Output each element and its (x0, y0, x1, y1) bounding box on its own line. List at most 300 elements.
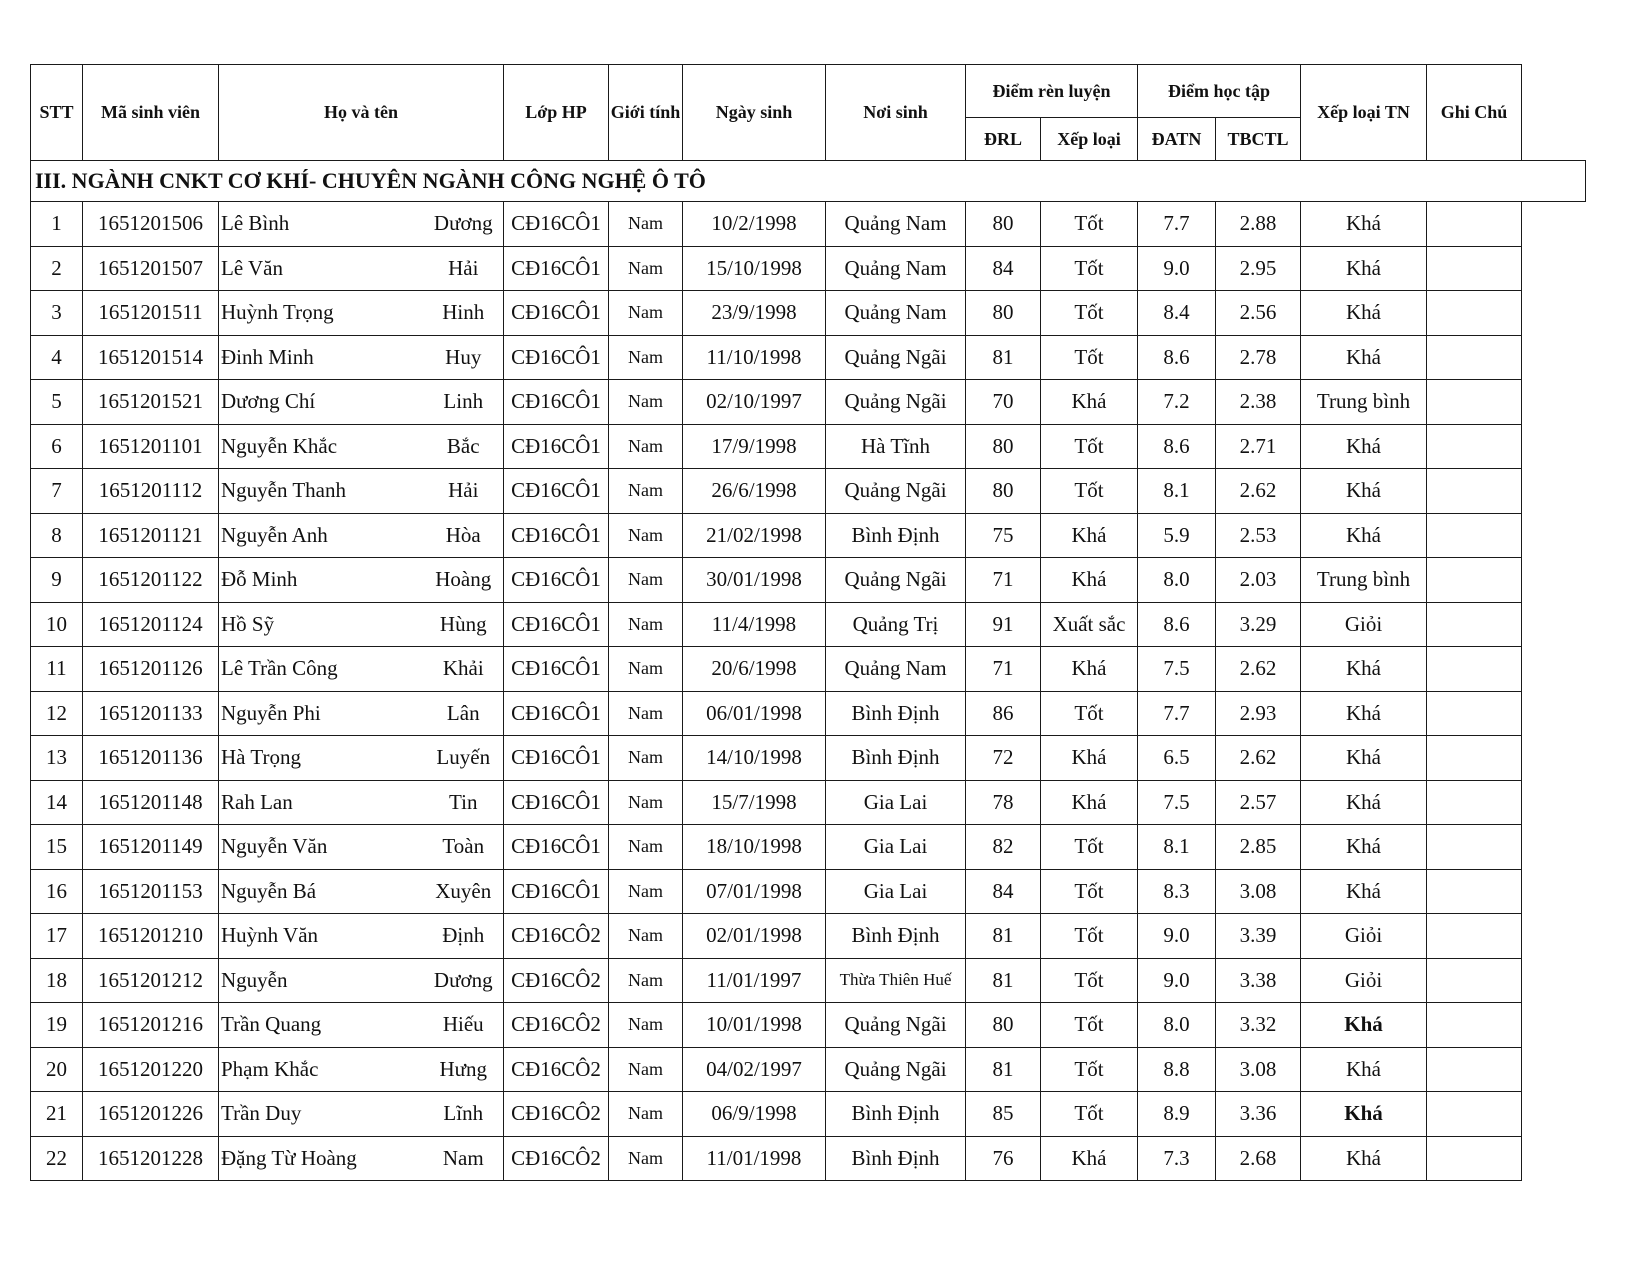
row-first-name: Dương (424, 958, 504, 1003)
row-last-name: Rah Lan (219, 780, 424, 825)
row-tbctl: 2.57 (1216, 780, 1301, 825)
row-note (1427, 513, 1522, 558)
row-class: CĐ16CÔ1 (504, 780, 609, 825)
row-datn: 7.5 (1138, 647, 1216, 692)
row-stt: 7 (31, 469, 83, 514)
row-dob: 06/01/1998 (683, 691, 826, 736)
row-grad-rank: Khá (1301, 1092, 1427, 1137)
row-class: CĐ16CÔ2 (504, 1136, 609, 1181)
row-gender: Nam (609, 691, 683, 736)
row-datn: 8.4 (1138, 291, 1216, 336)
row-gender: Nam (609, 914, 683, 959)
row-conduct-score: 86 (966, 691, 1041, 736)
row-stt: 10 (31, 602, 83, 647)
row-student-id: 1651201122 (83, 558, 219, 603)
row-stt: 12 (31, 691, 83, 736)
row-note (1427, 291, 1522, 336)
row-grad-rank: Khá (1301, 1003, 1427, 1048)
row-tbctl: 2.85 (1216, 825, 1301, 870)
row-first-name: Bắc (424, 424, 504, 469)
row-pob: Gia Lai (826, 825, 966, 870)
row-conduct-rank: Xuất sắc (1041, 602, 1138, 647)
row-gender: Nam (609, 558, 683, 603)
row-student-id: 1651201126 (83, 647, 219, 692)
row-datn: 7.2 (1138, 380, 1216, 425)
row-class: CĐ16CÔ1 (504, 291, 609, 336)
graduation-roster-table (30, 64, 1586, 1181)
row-student-id: 1651201511 (83, 291, 219, 336)
row-note (1427, 736, 1522, 781)
table-row (31, 780, 1586, 825)
table-row (31, 335, 1586, 380)
row-conduct-rank: Tốt (1041, 869, 1138, 914)
row-conduct-score: 81 (966, 1047, 1041, 1092)
row-conduct-rank: Tốt (1041, 958, 1138, 1003)
row-datn: 8.6 (1138, 335, 1216, 380)
row-datn: 8.3 (1138, 869, 1216, 914)
header-full-name: Họ và tên (219, 65, 504, 161)
row-pob: Bình Định (826, 691, 966, 736)
row-datn: 7.3 (1138, 1136, 1216, 1181)
row-gender: Nam (609, 736, 683, 781)
row-last-name: Đinh Minh (219, 335, 424, 380)
row-conduct-rank: Khá (1041, 380, 1138, 425)
row-tbctl: 2.68 (1216, 1136, 1301, 1181)
row-pob: Bình Định (826, 914, 966, 959)
row-dob: 30/01/1998 (683, 558, 826, 603)
section-title: III. NGÀNH CNKT CƠ KHÍ- CHUYÊN NGÀNH CÔNG NGHỆ Ô TÔ (31, 161, 1586, 202)
row-last-name: Nguyễn Khắc (219, 424, 424, 469)
table-row (31, 691, 1586, 736)
row-dob: 10/2/1998 (683, 202, 826, 247)
row-note (1427, 869, 1522, 914)
row-gender: Nam (609, 380, 683, 425)
table-row (31, 1047, 1586, 1092)
row-pob: Bình Định (826, 513, 966, 558)
row-datn: 7.7 (1138, 691, 1216, 736)
row-conduct-score: 80 (966, 291, 1041, 336)
row-conduct-rank: Tốt (1041, 1047, 1138, 1092)
row-class: CĐ16CÔ2 (504, 914, 609, 959)
row-note (1427, 914, 1522, 959)
row-gender: Nam (609, 958, 683, 1003)
row-datn: 8.1 (1138, 825, 1216, 870)
row-class: CĐ16CÔ1 (504, 558, 609, 603)
row-gender: Nam (609, 424, 683, 469)
row-dob: 02/10/1997 (683, 380, 826, 425)
row-conduct-rank: Khá (1041, 647, 1138, 692)
row-class: CĐ16CÔ1 (504, 424, 609, 469)
row-conduct-rank: Tốt (1041, 424, 1138, 469)
row-grad-rank: Khá (1301, 469, 1427, 514)
row-last-name: Đỗ Minh (219, 558, 424, 603)
row-tbctl: 3.38 (1216, 958, 1301, 1003)
row-student-id: 1651201228 (83, 1136, 219, 1181)
row-gender: Nam (609, 602, 683, 647)
row-pob: Bình Định (826, 1136, 966, 1181)
row-dob: 10/01/1998 (683, 1003, 826, 1048)
row-note (1427, 825, 1522, 870)
row-conduct-score: 71 (966, 558, 1041, 603)
row-first-name: Lân (424, 691, 504, 736)
row-tbctl: 2.62 (1216, 469, 1301, 514)
row-class: CĐ16CÔ1 (504, 736, 609, 781)
row-student-id: 1651201101 (83, 424, 219, 469)
header-datn: ĐATN (1138, 118, 1216, 161)
row-note (1427, 202, 1522, 247)
row-student-id: 1651201133 (83, 691, 219, 736)
table-row (31, 602, 1586, 647)
row-student-id: 1651201521 (83, 380, 219, 425)
row-stt: 19 (31, 1003, 83, 1048)
row-class: CĐ16CÔ1 (504, 513, 609, 558)
row-first-name: Hòa (424, 513, 504, 558)
row-conduct-score: 82 (966, 825, 1041, 870)
row-conduct-score: 75 (966, 513, 1041, 558)
row-conduct-rank: Tốt (1041, 469, 1138, 514)
row-datn: 6.5 (1138, 736, 1216, 781)
table-row (31, 869, 1586, 914)
row-stt: 20 (31, 1047, 83, 1092)
row-last-name: Hà Trọng (219, 736, 424, 781)
row-class: CĐ16CÔ1 (504, 869, 609, 914)
row-stt: 11 (31, 647, 83, 692)
row-pob: Gia Lai (826, 869, 966, 914)
header-pob: Nơi sinh (826, 65, 966, 161)
row-note (1427, 1136, 1522, 1181)
row-dob: 11/01/1998 (683, 1136, 826, 1181)
row-pob: Bình Định (826, 736, 966, 781)
row-first-name: Hùng (424, 602, 504, 647)
row-student-id: 1651201136 (83, 736, 219, 781)
row-conduct-score: 81 (966, 335, 1041, 380)
row-conduct-rank: Khá (1041, 1136, 1138, 1181)
row-conduct-score: 70 (966, 380, 1041, 425)
row-tbctl: 2.62 (1216, 736, 1301, 781)
header-conduct-group: Điểm rèn luyện (966, 65, 1138, 118)
row-dob: 06/9/1998 (683, 1092, 826, 1137)
header-stt: STT (31, 65, 83, 161)
row-datn: 8.1 (1138, 469, 1216, 514)
row-datn: 7.7 (1138, 202, 1216, 247)
row-pob: Quảng Ngãi (826, 335, 966, 380)
row-student-id: 1651201226 (83, 1092, 219, 1137)
row-datn: 8.6 (1138, 424, 1216, 469)
row-first-name: Hải (424, 469, 504, 514)
row-last-name: Huỳnh Văn (219, 914, 424, 959)
row-first-name: Nam (424, 1136, 504, 1181)
header-class: Lớp HP (504, 65, 609, 161)
row-tbctl: 2.38 (1216, 380, 1301, 425)
row-first-name: Hinh (424, 291, 504, 336)
row-tbctl: 2.03 (1216, 558, 1301, 603)
row-stt: 3 (31, 291, 83, 336)
row-grad-rank: Khá (1301, 1136, 1427, 1181)
row-class: CĐ16CÔ2 (504, 958, 609, 1003)
row-conduct-rank: Tốt (1041, 691, 1138, 736)
row-last-name: Lê Trần Công (219, 647, 424, 692)
row-last-name: Lê Văn (219, 246, 424, 291)
row-class: CĐ16CÔ1 (504, 691, 609, 736)
row-gender: Nam (609, 1047, 683, 1092)
row-note (1427, 1003, 1522, 1048)
row-conduct-rank: Tốt (1041, 914, 1138, 959)
row-tbctl: 2.53 (1216, 513, 1301, 558)
row-pob: Quảng Trị (826, 602, 966, 647)
row-first-name: Luyến (424, 736, 504, 781)
row-grad-rank: Khá (1301, 335, 1427, 380)
row-class: CĐ16CÔ2 (504, 1092, 609, 1137)
row-stt: 14 (31, 780, 83, 825)
row-dob: 02/01/1998 (683, 914, 826, 959)
row-conduct-score: 81 (966, 958, 1041, 1003)
row-grad-rank: Giỏi (1301, 958, 1427, 1003)
row-pob: Quảng Ngãi (826, 558, 966, 603)
row-first-name: Linh (424, 380, 504, 425)
row-pob: Hà Tĩnh (826, 424, 966, 469)
row-conduct-rank: Tốt (1041, 825, 1138, 870)
row-conduct-rank: Tốt (1041, 1003, 1138, 1048)
row-conduct-score: 80 (966, 424, 1041, 469)
row-note (1427, 1047, 1522, 1092)
row-first-name: Hiếu (424, 1003, 504, 1048)
row-class: CĐ16CÔ1 (504, 647, 609, 692)
header-study-group: Điểm học tập (1138, 65, 1301, 118)
row-student-id: 1651201112 (83, 469, 219, 514)
table-row (31, 469, 1586, 514)
row-tbctl: 2.93 (1216, 691, 1301, 736)
table-row (31, 958, 1586, 1003)
row-conduct-score: 80 (966, 202, 1041, 247)
row-first-name: Khải (424, 647, 504, 692)
row-student-id: 1651201507 (83, 246, 219, 291)
row-class: CĐ16CÔ1 (504, 335, 609, 380)
row-student-id: 1651201121 (83, 513, 219, 558)
row-grad-rank: Khá (1301, 246, 1427, 291)
row-class: CĐ16CÔ1 (504, 380, 609, 425)
table-row (31, 1003, 1586, 1048)
row-gender: Nam (609, 291, 683, 336)
row-student-id: 1651201216 (83, 1003, 219, 1048)
row-grad-rank: Khá (1301, 202, 1427, 247)
row-last-name: Dương Chí (219, 380, 424, 425)
row-datn: 9.0 (1138, 246, 1216, 291)
table-row (31, 246, 1586, 291)
row-stt: 6 (31, 424, 83, 469)
row-conduct-rank: Khá (1041, 736, 1138, 781)
row-stt: 9 (31, 558, 83, 603)
row-conduct-rank: Tốt (1041, 202, 1138, 247)
row-gender: Nam (609, 1136, 683, 1181)
row-conduct-rank: Khá (1041, 558, 1138, 603)
row-gender: Nam (609, 825, 683, 870)
row-student-id: 1651201148 (83, 780, 219, 825)
row-tbctl: 2.78 (1216, 335, 1301, 380)
row-stt: 4 (31, 335, 83, 380)
row-conduct-score: 72 (966, 736, 1041, 781)
row-class: CĐ16CÔ1 (504, 469, 609, 514)
table-row (31, 914, 1586, 959)
row-tbctl: 2.62 (1216, 647, 1301, 692)
row-conduct-rank: Khá (1041, 513, 1138, 558)
row-dob: 07/01/1998 (683, 869, 826, 914)
row-grad-rank: Khá (1301, 736, 1427, 781)
row-grad-rank: Khá (1301, 513, 1427, 558)
row-last-name: Phạm Khắc (219, 1047, 424, 1092)
row-first-name: Định (424, 914, 504, 959)
row-conduct-score: 71 (966, 647, 1041, 692)
row-datn: 8.9 (1138, 1092, 1216, 1137)
table-row (31, 513, 1586, 558)
row-note (1427, 380, 1522, 425)
header-note: Ghi Chú (1427, 65, 1522, 161)
table-row (31, 558, 1586, 603)
row-last-name: Nguyễn Thanh (219, 469, 424, 514)
row-gender: Nam (609, 202, 683, 247)
row-conduct-score: 80 (966, 1003, 1041, 1048)
row-conduct-rank: Tốt (1041, 291, 1138, 336)
row-stt: 8 (31, 513, 83, 558)
row-dob: 11/4/1998 (683, 602, 826, 647)
row-stt: 1 (31, 202, 83, 247)
row-gender: Nam (609, 1092, 683, 1137)
row-dob: 04/02/1997 (683, 1047, 826, 1092)
row-grad-rank: Khá (1301, 424, 1427, 469)
row-note (1427, 647, 1522, 692)
row-first-name: Huy (424, 335, 504, 380)
row-student-id: 1651201212 (83, 958, 219, 1003)
header-student-id: Mã sinh viên (83, 65, 219, 161)
row-note (1427, 691, 1522, 736)
table-row (31, 647, 1586, 692)
row-first-name: Toàn (424, 825, 504, 870)
row-pob: Bình Định (826, 1092, 966, 1137)
row-datn: 9.0 (1138, 958, 1216, 1003)
row-stt: 5 (31, 380, 83, 425)
row-last-name: Nguyễn (219, 958, 424, 1003)
row-note (1427, 780, 1522, 825)
row-class: CĐ16CÔ2 (504, 1003, 609, 1048)
row-first-name: Hưng (424, 1047, 504, 1092)
row-tbctl: 2.56 (1216, 291, 1301, 336)
row-last-name: Trần Duy (219, 1092, 424, 1137)
row-student-id: 1651201514 (83, 335, 219, 380)
row-tbctl: 3.08 (1216, 869, 1301, 914)
row-grad-rank: Trung bình (1301, 558, 1427, 603)
table-row (31, 1136, 1586, 1181)
row-conduct-score: 81 (966, 914, 1041, 959)
row-grad-rank: Khá (1301, 291, 1427, 336)
row-tbctl: 3.29 (1216, 602, 1301, 647)
table-row (31, 291, 1586, 336)
row-class: CĐ16CÔ1 (504, 825, 609, 870)
row-class: CĐ16CÔ1 (504, 246, 609, 291)
row-gender: Nam (609, 513, 683, 558)
row-note (1427, 1092, 1522, 1137)
row-grad-rank: Khá (1301, 647, 1427, 692)
header-conduct-rank: Xếp loại (1041, 118, 1138, 161)
row-datn: 7.5 (1138, 780, 1216, 825)
header-grad-rank: Xếp loại TN (1301, 65, 1427, 161)
row-pob: Thừa Thiên Huế (826, 958, 966, 1003)
row-gender: Nam (609, 869, 683, 914)
row-datn: 8.0 (1138, 1003, 1216, 1048)
row-first-name: Dương (424, 202, 504, 247)
row-pob: Quảng Ngãi (826, 380, 966, 425)
row-stt: 15 (31, 825, 83, 870)
row-dob: 26/6/1998 (683, 469, 826, 514)
table-row (31, 424, 1586, 469)
row-student-id: 1651201220 (83, 1047, 219, 1092)
row-first-name: Tin (424, 780, 504, 825)
row-conduct-score: 78 (966, 780, 1041, 825)
row-note (1427, 958, 1522, 1003)
row-pob: Quảng Nam (826, 647, 966, 692)
row-student-id: 1651201149 (83, 825, 219, 870)
row-note (1427, 558, 1522, 603)
row-last-name: Nguyễn Anh (219, 513, 424, 558)
row-datn: 8.0 (1138, 558, 1216, 603)
table-row (31, 825, 1586, 870)
row-student-id: 1651201153 (83, 869, 219, 914)
row-tbctl: 3.08 (1216, 1047, 1301, 1092)
row-student-id: 1651201124 (83, 602, 219, 647)
table-row (31, 380, 1586, 425)
row-dob: 20/6/1998 (683, 647, 826, 692)
row-pob: Quảng Ngãi (826, 469, 966, 514)
row-tbctl: 2.88 (1216, 202, 1301, 247)
row-conduct-score: 76 (966, 1136, 1041, 1181)
row-dob: 11/10/1998 (683, 335, 826, 380)
row-dob: 11/01/1997 (683, 958, 826, 1003)
row-last-name: Trần Quang (219, 1003, 424, 1048)
row-last-name: Đặng Từ Hoàng (219, 1136, 424, 1181)
header-dob: Ngày sinh (683, 65, 826, 161)
row-class: CĐ16CÔ1 (504, 202, 609, 247)
row-pob: Gia Lai (826, 780, 966, 825)
row-conduct-rank: Khá (1041, 780, 1138, 825)
row-grad-rank: Khá (1301, 780, 1427, 825)
row-last-name: Nguyễn Văn (219, 825, 424, 870)
row-tbctl: 3.36 (1216, 1092, 1301, 1137)
row-grad-rank: Giỏi (1301, 914, 1427, 959)
row-gender: Nam (609, 469, 683, 514)
row-grad-rank: Khá (1301, 869, 1427, 914)
row-first-name: Hoàng (424, 558, 504, 603)
row-stt: 16 (31, 869, 83, 914)
row-stt: 2 (31, 246, 83, 291)
row-dob: 18/10/1998 (683, 825, 826, 870)
row-first-name: Hải (424, 246, 504, 291)
row-tbctl: 3.39 (1216, 914, 1301, 959)
row-gender: Nam (609, 1003, 683, 1048)
row-note (1427, 424, 1522, 469)
row-gender: Nam (609, 335, 683, 380)
row-dob: 15/7/1998 (683, 780, 826, 825)
row-conduct-score: 84 (966, 246, 1041, 291)
row-tbctl: 2.95 (1216, 246, 1301, 291)
row-last-name: Nguyễn Phi (219, 691, 424, 736)
row-conduct-score: 84 (966, 869, 1041, 914)
table-row (31, 736, 1586, 781)
header-gender: Giới tính (609, 65, 683, 161)
row-note (1427, 602, 1522, 647)
row-stt: 21 (31, 1092, 83, 1137)
row-pob: Quảng Ngãi (826, 1003, 966, 1048)
row-pob: Quảng Ngãi (826, 1047, 966, 1092)
row-datn: 5.9 (1138, 513, 1216, 558)
row-grad-rank: Trung bình (1301, 380, 1427, 425)
